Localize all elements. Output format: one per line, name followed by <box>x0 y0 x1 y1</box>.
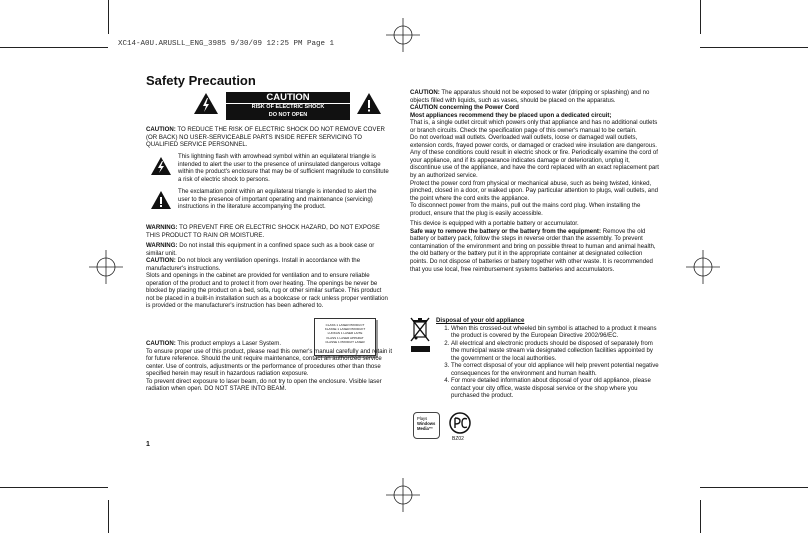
crossed-bin-icon <box>410 317 430 342</box>
power-cord-bold: Most appliances recommend they be placed upon a dedicated circuit; <box>410 111 612 119</box>
crop-mark <box>0 47 108 48</box>
crop-mark <box>700 0 701 34</box>
page-number: 1 <box>146 441 150 448</box>
registration-mark-icon <box>686 250 720 284</box>
warning-paragraph: WARNING: TO PREVENT FIRE OR ELECTRIC SHOCK HAZARD, DO NOT EXPOSE THIS PRODUCT TO RAIN OR MOISTURE. <box>146 224 380 239</box>
registration-mark-icon <box>386 478 420 512</box>
pct-certification-logo-icon <box>447 411 473 435</box>
crop-mark <box>108 0 109 34</box>
exclamation-description: The exclamation point within an equilateral triangle is intended to alert the user to the presence of important operating and maintenance (servicing) instructions in the literature accompanying the product. <box>178 188 377 211</box>
battery-paragraph-2: Safe way to remove the battery or the battery from the equipment: Remove the old battery or battery pack, follow the steps in reverse order than the assembly. To prevent contamination of the environment and bring on possible threat to human and animal health, the old battery or the battery put it in the appropriate container at designated collection points. Do not dispose of batteries or battery together with other waste. It is recommended that you use local, free reimbursement systems batteries and accumulators. <box>410 227 656 273</box>
laser-section <box>146 340 394 393</box>
crop-mark <box>700 500 701 533</box>
banner-caution: CAUTION <box>226 92 350 104</box>
disposal-item: 1. When this crossed-out wheeled bin symbol is attached to a product it means the product is covered by the European Directive 2002/96/EC. <box>451 325 662 340</box>
lightning-description: This lightning flash with arrowhead symbol within an equilateral triangle is intended to alert the user to the presence of uninsulated dangerous voltage within the product's enclosure that may be of sufficient magnitude to constitute a risk of electric shock to persons. <box>178 153 389 183</box>
left-column <box>146 126 390 149</box>
disposal-heading: Disposal of your old appliance <box>436 317 525 324</box>
left-column-body <box>146 224 390 310</box>
banner-line2: RISK OF ELECTRIC SHOCK <box>251 104 325 110</box>
registration-mark-icon <box>89 250 123 284</box>
warning-paragraph-2: WARNING: Do not install this equipment in a confined space such as a book case or similar unit. <box>146 242 375 257</box>
laser-paragraph-2: To prevent direct exposure to laser beam, do not try to open the enclosure. Visible laser radiation when open. DO NOT STARE INTO BEAM. <box>146 377 382 393</box>
power-cord-paragraph-4: To disconnect power from the mains, pull out the mains cord plug. When installing the product, ensure that the plug is easily accessible. <box>410 202 641 217</box>
exclamation-triangle-icon <box>150 190 172 210</box>
exclamation-triangle-icon <box>356 92 382 115</box>
banner-line3: DO NOT OPEN <box>268 111 308 118</box>
crop-mark <box>700 47 808 48</box>
bin-bar <box>411 346 430 352</box>
crop-mark <box>0 487 108 488</box>
right-column <box>410 89 662 273</box>
power-cord-heading: CAUTION concerning the Power Cord <box>410 104 520 112</box>
registration-mark-icon <box>386 18 420 52</box>
caution-banner <box>226 92 350 120</box>
disposal-item: 4. For more detailed information about disposal of your old appliance, please contact your city office, waste disposal service or the shop where you purchased the product. <box>451 377 662 400</box>
caution-shock-paragraph: CAUTION: TO REDUCE THE RISK OF ELECTRIC SHOCK DO NOT REMOVE COVER (OR BACK) NO USER-SERVICEABLE PARTS INSIDE REFER SERVICING TO QUALIFIED SERVICE PERSONNEL. <box>146 126 385 149</box>
power-cord-paragraph-2: Do not overload wall outlets. Overloaded wall outlets, loose or damaged wall outlets, extension cords, frayed power cords, or damaged or cracked wire insulation are dangerous. Any of these conditions could result in electric shock or fire. Periodically examine the cord of your appliance, and if its appearance indicates damage or deterioration, unplug it, discontinue use of the appliance, and have the cord replaced with an exact replacement part by an authorized service. <box>410 134 659 180</box>
lightning-triangle-icon <box>193 92 219 115</box>
crop-mark <box>700 487 808 488</box>
print-header-line: XC14-A0U.ARUSLL_ENG_3985 9/30/09 12:25 PM Page 1 <box>118 40 335 48</box>
power-cord-paragraph-3: Protect the power cord from physical or mechanical abuse, such as being twisted, kinked, pinched, closed in a door, or walked upon. Pay particular attention to plugs, wall outlets, and the point where the cord exits the appliance. <box>410 179 658 202</box>
disposal-section <box>436 317 662 400</box>
caution-vent-paragraph: CAUTION: Do not block any ventilation openings. Install in accordance with the manufacturer's instructions. <box>146 257 361 272</box>
lightning-triangle-icon <box>150 156 172 176</box>
laser-caution-paragraph: CAUTION: This product employs a Laser System. <box>146 340 282 347</box>
plays-windows-media-logo: Plays Windows Media™ <box>413 412 440 439</box>
disposal-item: 3. The correct disposal of your old appliance will help prevent potential negative consequences for the environment and human health. <box>451 362 662 377</box>
crop-mark <box>108 500 109 533</box>
battery-paragraph: This device is equipped with a portable battery or accumulator. <box>410 220 579 228</box>
bz-code: BZ02 <box>452 436 464 442</box>
laser-class-label: CLASS 1 LASER PRODUCT KLASSE 1 LASER PRODUKT LUOKAN 1 LASER LAITE KLASS 1 LASER APPARAT CLASSE 1 PRODUIT LASER <box>314 318 376 356</box>
power-cord-paragraph: That is, a single outlet circuit which powers only that appliance and has no additional outlets or branch circuits. Check the specification page of this owner's manual to be certain. <box>410 119 658 134</box>
caution-water-paragraph: CAUTION: The apparatus should not be exposed to water (dripping or splashing) and no objects filled with liquids, such as vases, should be placed on the apparatus. <box>410 89 650 104</box>
laser-paragraph: To ensure proper use of this product, please read this owner's manual carefully and retain it for future reference. Should the unit require maintenance, contact an authorized service center. Use of controls, adjustments or the performance of procedures other than those specified herein may result in hazardous radiation exposure. <box>146 347 393 378</box>
disposal-item: 2. All electrical and electronic products should be disposed of separately from the municipal waste stream via designated collection facilities appointed by the government or the local authorities. <box>451 340 662 363</box>
slots-paragraph: Slots and openings in the cabinet are provided for ventilation and to ensure reliable operation of the product and to protect it from over heating. The openings be never be blocked by placing the product on a bed, sofa, rug or other similar surface. This product not be placed in a built-in installation such as a bookcase or rack unless proper ventilation is provided or the manufacturer's instruction has been adhered to. <box>146 272 388 310</box>
page-title: Safety Precaution <box>146 73 256 88</box>
